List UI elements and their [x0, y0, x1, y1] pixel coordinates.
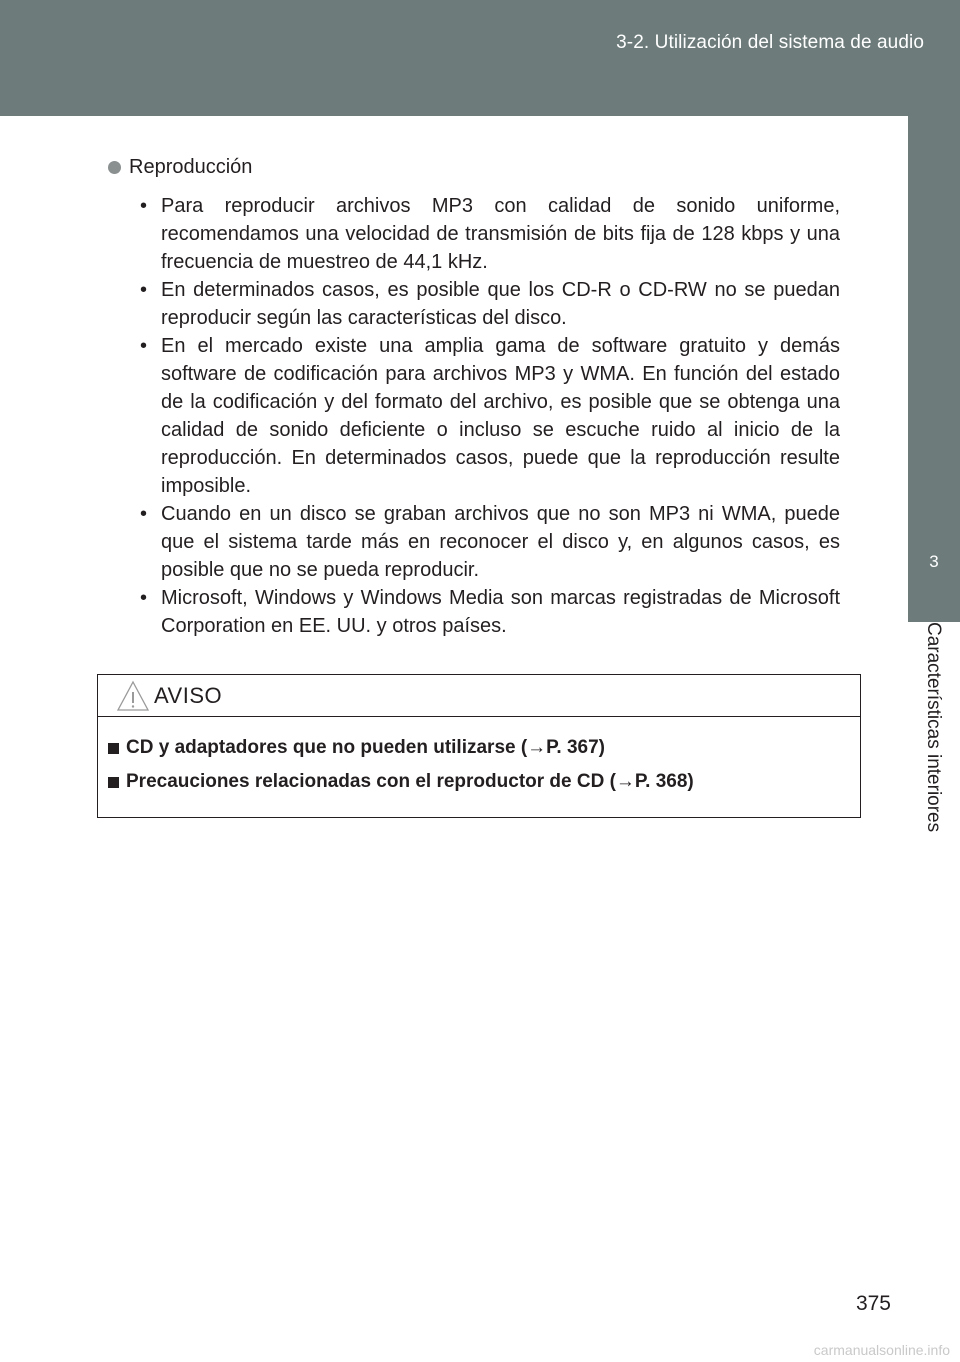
chapter-label-text: Características interiores	[923, 622, 944, 833]
list-item-text: En el mercado existe una amplia gama de software gratuito y demás software de codificación para archivos MP3 y WMA. En función del estado de la codificación y del formato del archivo, es posible que se obtenga una calidad de sonido deficiente o incluso se escuche ruido al inicio de la reproducción. En determinados casos, puede que la reproducción resulte imposible.	[161, 335, 840, 497]
section-heading	[108, 156, 252, 179]
chapter-tab	[908, 116, 960, 622]
warning-title: AVISO	[154, 682, 223, 708]
warning-item	[108, 771, 694, 793]
bullet-mark: •	[140, 587, 148, 609]
list-item	[126, 332, 840, 500]
header-title: 3-2. Utilización del sistema de audio	[616, 32, 924, 53]
list-item	[126, 276, 840, 332]
bullet-mark: •	[140, 195, 148, 217]
square-bullet-icon	[108, 777, 119, 788]
warning-item-text: CD y adaptadores que no pueden utilizarse (→P. 367)	[126, 737, 605, 758]
list-item-text: Microsoft, Windows y Windows Media son marcas registradas de Microsoft Corporation en EE. UU. y otros países.	[161, 587, 840, 637]
list-item-text: Para reproducir archivos MP3 con calidad de sonido uniforme, recomendamos una velocidad de transmisión de bits fija de 128 kbps y una frecuencia de muestreo de 44,1 kHz.	[161, 195, 840, 273]
header-band	[0, 0, 960, 116]
warning-header	[98, 675, 860, 717]
warning-triangle-icon	[116, 679, 150, 713]
chapter-number: 3	[929, 552, 939, 571]
list-item	[126, 584, 840, 640]
bullet-mark: •	[140, 335, 148, 357]
list-item-text: Cuando en un disco se graban archivos que no son MP3 ni WMA, puede que el sistema tarde más en reconocer el disco y, en algunos casos, es posible que no se pueda reproducir.	[161, 503, 840, 581]
bullet-dot-icon	[108, 161, 121, 174]
warning-item-text: Precauciones relacionadas con el reproductor de CD (→P. 368)	[126, 771, 694, 792]
warning-item	[108, 737, 605, 759]
page-number: 375	[855, 1292, 891, 1315]
section-heading-text: Reproducción	[129, 156, 253, 178]
list-item	[126, 192, 840, 276]
bullet-mark: •	[140, 503, 148, 525]
list-item	[126, 500, 840, 584]
square-bullet-icon	[108, 743, 119, 754]
watermark: carmanualsonline.info	[813, 1342, 950, 1358]
list-item-text: En determinados casos, es posible que los CD-R o CD-RW no se puedan reproducir según las características del disco.	[161, 279, 840, 329]
bullet-mark: •	[140, 279, 148, 301]
chapter-label	[908, 622, 960, 862]
warning-box	[97, 674, 861, 818]
bullet-list	[126, 192, 840, 640]
